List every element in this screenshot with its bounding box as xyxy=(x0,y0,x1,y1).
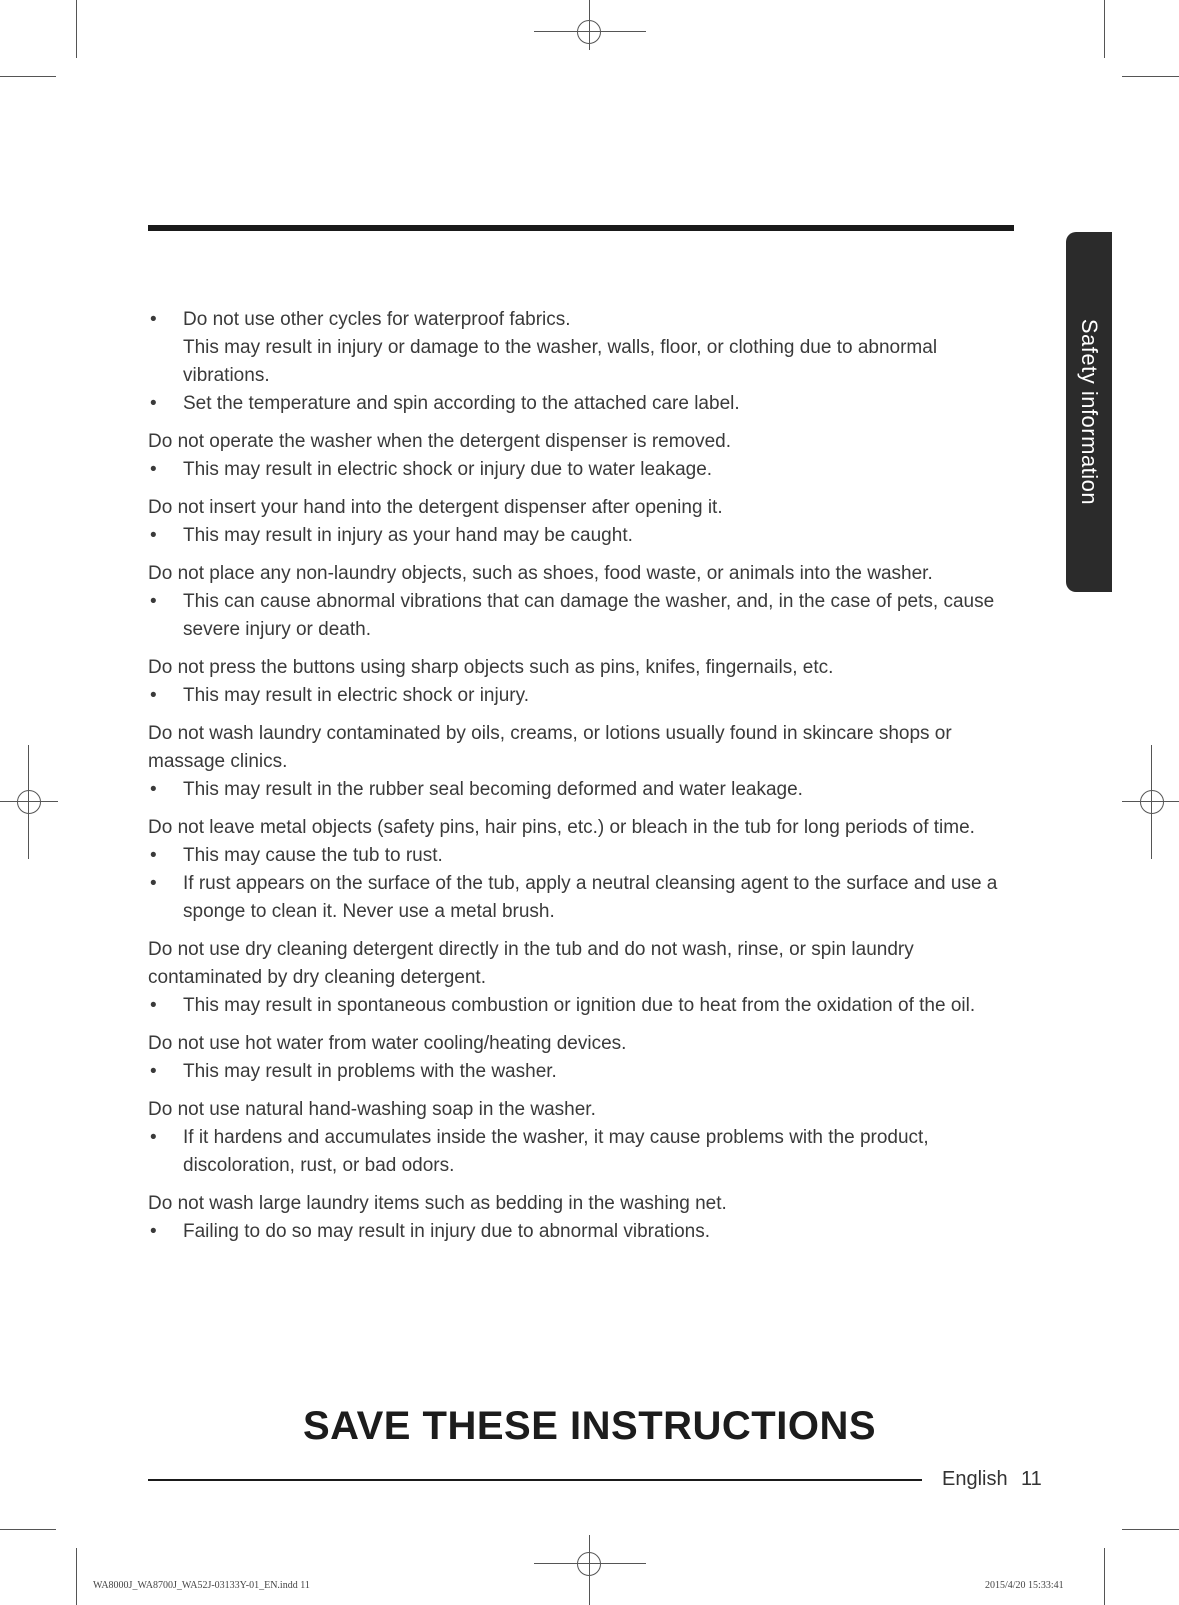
warning-heading: Do not wash laundry contaminated by oils, creams, or lotions usually found in skincare shops or massage clinics. xyxy=(148,723,952,772)
warning-heading: Do not use dry cleaning detergent directly in the tub and do not wash, rinse, or spin laundry contaminated by dry cleaning detergent. xyxy=(148,939,914,988)
bullet-text: • This may result in electric shock or injury. xyxy=(183,685,529,706)
warning-heading: Do not use natural hand-washing soap in the washer. xyxy=(148,1099,596,1120)
bullet-text: This may result in injury or damage to the washer, walls, floor, or clothing due to abnormal vibrations. xyxy=(183,337,938,386)
warning-heading: Do not wash large laundry items such as bedding in the washing net. xyxy=(148,1193,727,1214)
warning-heading: Do not insert your hand into the detergent dispenser after opening it. xyxy=(148,497,723,518)
bullet-text: • This may result in problems with the washer. xyxy=(183,1061,557,1082)
print-timestamp: 2015/4/20 15:33:41 xyxy=(985,1580,1064,1591)
bullet-item xyxy=(148,870,1016,926)
bullet-item xyxy=(148,992,1016,1020)
warning-heading: Do not leave metal objects (safety pins, hair pins, etc.) or bleach in the tub for long periods of time. xyxy=(148,817,975,838)
bullet-item xyxy=(148,306,1016,390)
section-tab[interactable] xyxy=(1066,232,1112,592)
warning-heading: Do not press the buttons using sharp objects such as pins, knifes, fingernails, etc. xyxy=(148,657,834,678)
page-number: 11 xyxy=(1021,1468,1042,1490)
warning-heading: Do not use hot water from water cooling/heating devices. xyxy=(148,1033,627,1054)
bullet-item xyxy=(148,1218,1016,1246)
bullet-item xyxy=(148,1124,1016,1180)
bullet-text: • If rust appears on the surface of the tub, apply a neutral cleansing agent to the surface and use a sponge to clean it. Never use a metal brush. xyxy=(183,873,998,922)
warning-heading: Do not operate the washer when the detergent dispenser is removed. xyxy=(148,431,732,452)
bullet-item xyxy=(148,682,1016,710)
save-instructions-title: SAVE THESE INSTRUCTIONS xyxy=(302,1404,877,1448)
warning-heading: Do not place any non-laundry objects, such as shoes, food waste, or animals into the washer. xyxy=(148,563,933,584)
bullet-text: • This may result in spontaneous combustion or ignition due to heat from the oxidation of the oil. xyxy=(183,995,976,1016)
bullet-text: • Failing to do so may result in injury due to abnormal vibrations. xyxy=(183,1221,710,1242)
bullet-text: • This may result in electric shock or injury due to water leakage. xyxy=(183,459,713,480)
bullet-text: • This can cause abnormal vibrations that can damage the washer, and, in the case of pets, cause severe injury or death. xyxy=(183,591,995,640)
bullet-text: • This may result in injury as your hand may be caught. xyxy=(183,525,633,546)
bullet-item xyxy=(148,1058,1016,1086)
print-filename: WA8000J_WA8700J_WA52J-03133Y-01_EN.indd 11 xyxy=(93,1580,310,1591)
bullet-item xyxy=(148,588,1016,644)
bullet-item xyxy=(148,390,1016,418)
bullet-text: • If it hardens and accumulates inside the washer, it may cause problems with the product, discoloration, rust, or bad odors. xyxy=(183,1127,929,1176)
bullet-item xyxy=(148,522,1016,550)
footer-rule xyxy=(148,1479,922,1481)
bullet-item xyxy=(148,776,1016,804)
section-tab-label: Safety information xyxy=(1077,318,1102,506)
bullet-item xyxy=(148,842,1016,870)
bullet-text: • Do not use other cycles for waterproof fabrics. xyxy=(183,309,571,330)
bullet-item xyxy=(148,456,1016,484)
bullet-text: • This may cause the tub to rust. xyxy=(183,845,443,866)
top-rule xyxy=(148,225,1014,231)
bullet-text: • Set the temperature and spin according to the attached care label. xyxy=(183,393,740,414)
bullet-text: • This may result in the rubber seal becoming deformed and water leakage. xyxy=(183,779,803,800)
safety-list xyxy=(148,306,1016,1246)
footer-language: English xyxy=(942,1468,1008,1490)
